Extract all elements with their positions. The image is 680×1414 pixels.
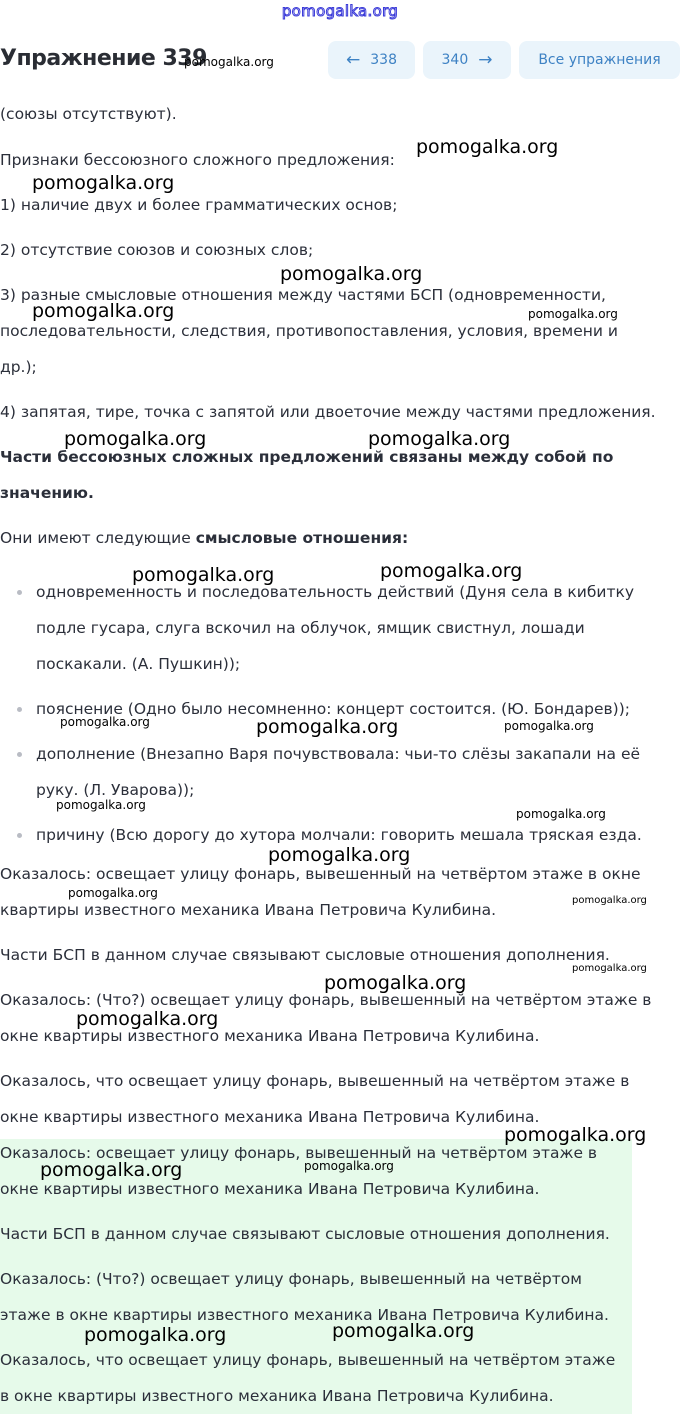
watermark: pomogalka.org xyxy=(184,55,274,69)
text-line: 3) разные смысловые отношения между частями БСП (одновременности, xyxy=(0,286,606,304)
watermark: pomogalka.org xyxy=(256,716,399,738)
watermark: pomogalka.org xyxy=(68,886,158,900)
watermark: pomogalka.org xyxy=(304,1159,394,1173)
list-bullet xyxy=(17,833,22,838)
watermark: pomogalka.org xyxy=(76,1008,219,1030)
list-bullet xyxy=(17,752,22,757)
text-line: окне квартиры известного механика Ивана Петровича Кулибина. xyxy=(0,1027,540,1045)
watermark: pomogalka.org xyxy=(516,807,606,821)
text-line: Признаки бессоюзного сложного предложения: xyxy=(0,151,395,169)
exercise-header xyxy=(0,40,680,82)
bold-fragment: смысловые отношения: xyxy=(195,529,409,547)
watermark: pomogalka.org xyxy=(416,136,559,158)
arrow-right-icon: → xyxy=(478,50,493,70)
next-exercise-label: 340 xyxy=(441,52,469,68)
watermark: pomogalka.org xyxy=(56,798,146,812)
watermark: pomogalka.org xyxy=(368,428,511,450)
list-bullet xyxy=(17,590,22,595)
list-item: причину (Всю дорогу до хутора молчали: говорить мешала тряская езда. xyxy=(36,826,642,844)
answer-line: Оказалось: (Что?) освещает улицу фонарь, вывешенный на четвёртом xyxy=(0,1270,582,1288)
list-item-continued: руку. (Л. Уварова)); xyxy=(36,781,195,799)
watermark: pomogalka.org xyxy=(504,719,594,733)
text-line: (союзы отсутствуют). xyxy=(0,105,177,123)
arrow-left-icon: ← xyxy=(346,50,361,70)
watermark: pomogalka.org xyxy=(268,844,411,866)
text-line xyxy=(0,528,408,548)
text-line: Части БСП в данном случае связывают сысловые отношения дополнения. xyxy=(0,946,610,964)
watermark: pomogalka.org xyxy=(528,307,618,321)
text-line: 1) наличие двух и более грамматических основ; xyxy=(0,196,398,214)
watermark: pomogalka.org xyxy=(572,895,647,906)
text-line: 2) отсутствие союзов и союзных слов; xyxy=(0,241,314,259)
next-exercise-button[interactable] xyxy=(423,41,511,79)
prev-exercise-label: 338 xyxy=(370,52,397,68)
watermark: pomogalka.org xyxy=(132,564,275,586)
watermark: pomogalka.org xyxy=(32,172,175,194)
answer-line: Оказалось: освещает улицу фонарь, вывешенный на четвёртом этаже в xyxy=(0,1144,598,1162)
text-line: окне квартиры известного механика Ивана Петровича Кулибина. xyxy=(0,1108,540,1126)
watermark: pomogalka.org xyxy=(60,715,150,729)
all-exercises-label: Все упражнения xyxy=(538,52,661,68)
watermark: pomogalka.org xyxy=(332,1320,475,1342)
watermark: pomogalka.org xyxy=(32,300,175,322)
text-line: квартиры известного механика Ивана Петровича Кулибина. xyxy=(0,901,497,919)
bold-text-line: Части бессоюзных сложных предложений связаны между собой по xyxy=(0,448,614,466)
text-line: Оказалось: освещает улицу фонарь, вывешенный на четвёртом этаже в окне xyxy=(0,865,641,883)
text-line: Оказалось, что освещает улицу фонарь, вывешенный на четвёртом этаже в xyxy=(0,1072,630,1090)
text-line: последовательности, следствия, противопоставления, условия, времени и xyxy=(0,322,618,340)
all-exercises-button[interactable] xyxy=(519,41,680,79)
watermark: pomogalka.org xyxy=(280,263,423,285)
text-line: 4) запятая, тире, точка с запятой или двоеточие между частями предложения. xyxy=(0,403,656,421)
watermark: pomogalka.org xyxy=(84,1324,227,1346)
answer-line: окне квартиры известного механика Ивана Петровича Кулибина. xyxy=(0,1180,540,1198)
list-item-continued: поскакали. (А. Пушкин)); xyxy=(36,655,241,673)
watermark: pomogalka.org xyxy=(64,428,207,450)
text-line: др.); xyxy=(0,358,37,376)
answer-line: в окне квартиры известного механика Ивана Петровича Кулибина. xyxy=(0,1387,554,1405)
list-item: дополнение (Внезапно Варя почувствовала: чьи-то слёзы закапали на её xyxy=(36,745,641,763)
answer-line: Части БСП в данном случае связывают сысловые отношения дополнения. xyxy=(0,1225,610,1243)
text-line: Оказалось: (Что?) освещает улицу фонарь, вывешенный на четвёртом этаже в xyxy=(0,991,652,1009)
page-title: Упражнение 339 xyxy=(0,46,207,71)
list-bullet xyxy=(17,707,22,712)
answer-line: этаже в окне квартиры известного механика Ивана Петровича Кулибина. xyxy=(0,1306,609,1324)
bold-text-line: значению. xyxy=(0,484,94,502)
prev-exercise-button[interactable] xyxy=(328,41,415,79)
list-item: одновременность и последовательность действий (Дуня села в кибитку xyxy=(36,583,635,601)
list-item-continued: подле гусара, слуга вскочил на облучок, ямщик свистнул, лошади xyxy=(36,619,585,637)
text-fragment: Они имеют следующие xyxy=(0,529,196,547)
watermark: pomogalka.org xyxy=(504,1124,647,1146)
watermark: pomogalka.org xyxy=(324,972,467,994)
watermark: pomogalka.org xyxy=(40,1159,183,1181)
site-top-logo: pomogalka.org xyxy=(281,2,399,20)
watermark: pomogalka.org xyxy=(572,963,647,974)
list-item: пояснение (Одно было несомненно: концерт состоится. (Ю. Бондарев)); xyxy=(36,700,630,718)
watermark: pomogalka.org xyxy=(380,560,523,582)
answer-line: Оказалось, что освещает улицу фонарь, вывешенный на четвёртом этаже xyxy=(0,1351,616,1369)
